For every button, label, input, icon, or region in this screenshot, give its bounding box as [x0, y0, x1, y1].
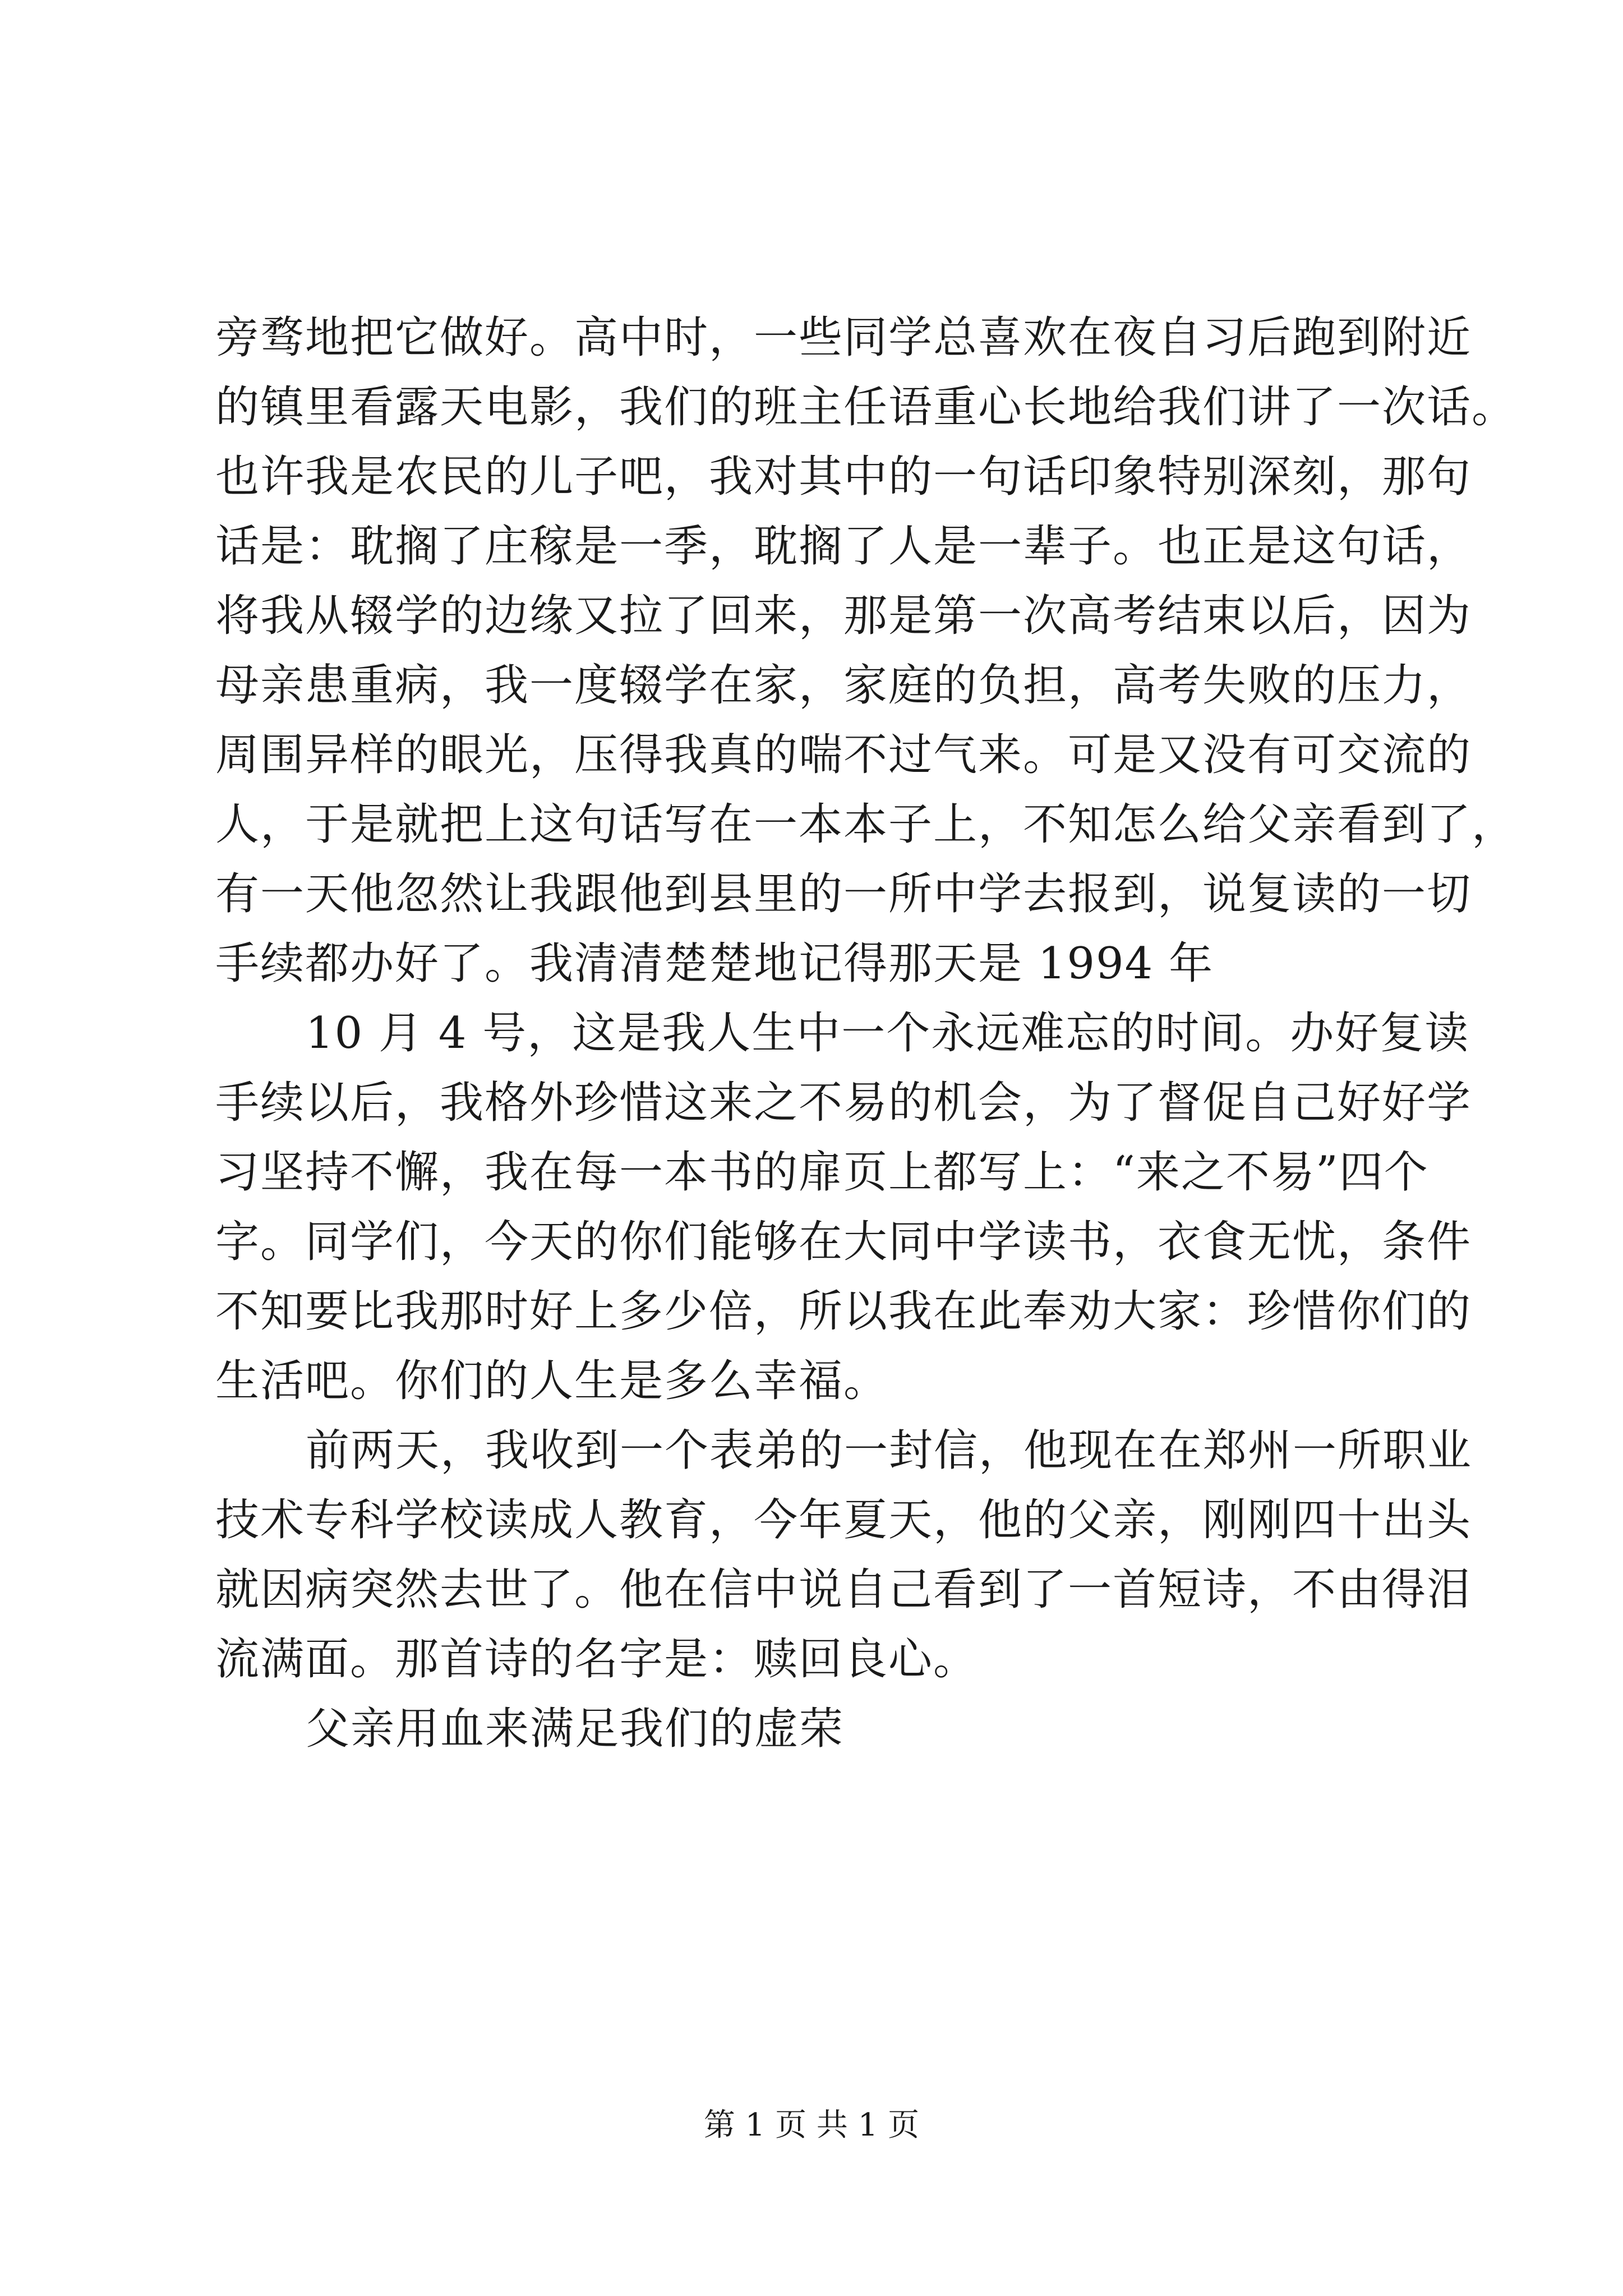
- text-line: 母亲患重病，我一度辍学在家，家庭的负担，高考失败的压力，: [215, 660, 1472, 711]
- text-line: 的镇里看露天电影，我们的班主任语重心长地给我们讲了一次话。: [215, 382, 1517, 432]
- text-line: 习坚持不懈，我在每一本书的扉页上都写上：“来之不易”四个: [215, 1147, 1429, 1198]
- paragraph-start-line: 父亲用血来满足我们的虚荣: [306, 1704, 845, 1754]
- paragraph-start-line: 10 月 4 号，这是我人生中一个永远难忘的时间。办好复读: [306, 1008, 1470, 1059]
- text-line: 不知要比我那时好上多少倍，所以我在此奉劝大家：珍惜你们的: [215, 1286, 1472, 1337]
- text-line: 人，于是就把上这句话写在一本本子上，不知怎么给父亲看到了，: [215, 799, 1517, 850]
- text-line: 生活吧。你们的人生是多么幸福。: [215, 1356, 889, 1406]
- text-line: 将我从辍学的边缘又拉了回来，那是第一次高考结束以后，因为: [215, 591, 1472, 641]
- text-line: 字。同学们，今天的你们能够在大同中学读书，衣食无忧，条件: [215, 1217, 1472, 1267]
- text-line: 话是：耽搁了庄稼是一季，耽搁了人是一辈子。也正是这句话，: [215, 521, 1472, 572]
- text-line: 手续都办好了。我清清楚楚地记得那天是 1994 年: [215, 938, 1214, 989]
- text-line: 技术专科学校读成人教育，今年夏天，他的父亲，刚刚四十出头: [215, 1495, 1472, 1545]
- text-line: 周围异样的眼光，压得我真的喘不过气来。可是又没有可交流的: [215, 730, 1472, 780]
- text-line: 流满面。那首诗的名字是：赎回良心。: [215, 1634, 979, 1685]
- page-footer: 第 1 页 共 1 页: [703, 2107, 920, 2143]
- paragraph-start-line: 前两天，我收到一个表弟的一封信，他现在在郑州一所职业: [306, 1425, 1473, 1476]
- text-line: 旁骛地把它做好。高中时，一些同学总喜欢在夜自习后跑到附近: [215, 312, 1472, 363]
- text-line: 就因病突然去世了。他在信中说自己看到了一首短诗，不由得泪: [215, 1565, 1472, 1615]
- text-line: 也许我是农民的儿子吧，我对其中的一句话印象特别深刻，那句: [215, 452, 1472, 502]
- text-line: 手续以后，我格外珍惜这来之不易的机会，为了督促自己好好学: [215, 1078, 1472, 1128]
- text-line: 有一天他忽然让我跟他到县里的一所中学去报到，说复读的一切: [215, 869, 1472, 919]
